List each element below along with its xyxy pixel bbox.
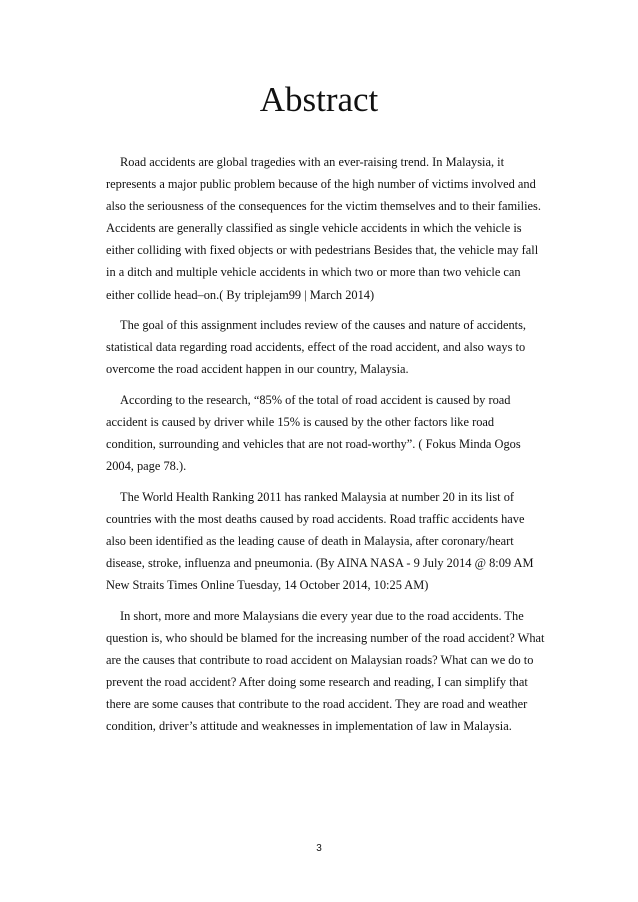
paragraph-line: statistical data regarding road accidents, effect of the road accident, and also ways to <box>106 340 526 355</box>
paragraph-line: Accidents are generally classified as single vehicle accidents in which the vehicle is <box>106 221 522 236</box>
paragraph-3 <box>106 389 546 477</box>
paragraph-4 <box>106 486 546 596</box>
paragraph-5 <box>106 605 546 738</box>
paragraph-line: question is, who should be blamed for the increasing number of the road accident? What <box>106 630 545 645</box>
paragraph-line: overcome the road accident happen in our country, Malaysia. <box>106 362 409 377</box>
paragraph-line: accident is caused by driver while 15% is caused by the other factors like road <box>106 415 495 430</box>
paragraph-line: Road accidents are global tragedies with an ever-raising trend. In Malaysia, it <box>120 155 505 169</box>
paragraph-line: are the causes that contribute to road accident on Malaysian roads? What can we do to <box>106 652 534 667</box>
paragraph-line: condition, surrounding and vehicles that are not road-worthy”. ( Fokus Minda Ogos <box>106 437 521 452</box>
paragraph-line: In short, more and more Malaysians die every year due to the road accidents. The <box>120 608 524 623</box>
abstract-body <box>106 151 546 746</box>
paragraph-line: either colliding with fixed objects or with pedestrians Besides that, the vehicle may fall <box>106 243 539 258</box>
paragraph-line: prevent the road accident? After doing some research and reading, I can simplify that <box>106 675 528 690</box>
paragraph-line: also been identified as the leading cause of death in Malaysia, after coronary/heart <box>106 534 514 548</box>
paragraph-line: condition, driver’s attitude and weaknesses in implementation of law in Malaysia. <box>106 719 512 734</box>
paragraph-line: there are some causes that contribute to the road accident. They are road and weather <box>106 697 528 712</box>
paragraph-line: The goal of this assignment includes review of the causes and nature of accidents, <box>120 318 527 333</box>
paragraph-line: either collide head–on.( By triplejam99 | March 2014) <box>106 287 375 302</box>
page-title: Abstract <box>259 80 379 119</box>
paragraph-line: The World Health Ranking 2011 has ranked Malaysia at number 20 in its list of <box>120 489 515 504</box>
paragraph-1 <box>106 151 546 306</box>
paragraph-line: According to the research, “85% of the total of road accident is caused by road <box>120 392 511 407</box>
paragraph-line: countries with the most deaths caused by road accidents. Road traffic accidents have <box>106 511 525 526</box>
paragraph-line: disease, stroke, influenza and pneumonia. (By AINA NASA - 9 July 2014 @ 8:09 AM <box>106 556 534 571</box>
paragraph-2 <box>106 314 546 380</box>
paragraph-line: 2004, page 78.). <box>106 459 187 474</box>
paragraph-line: represents a major public problem because of the high number of victims involved and <box>106 177 536 192</box>
paragraph-line: New Straits Times Online Tuesday, 14 October 2014, 10:25 AM) <box>106 578 429 593</box>
paragraph-line: in a ditch and multiple vehicle accidents in which two or more than two vehicle can <box>106 265 521 280</box>
paragraph-line: also the seriousness of the consequences for the victim themselves and to their families. <box>106 199 541 214</box>
page-number: 3 <box>316 843 322 854</box>
